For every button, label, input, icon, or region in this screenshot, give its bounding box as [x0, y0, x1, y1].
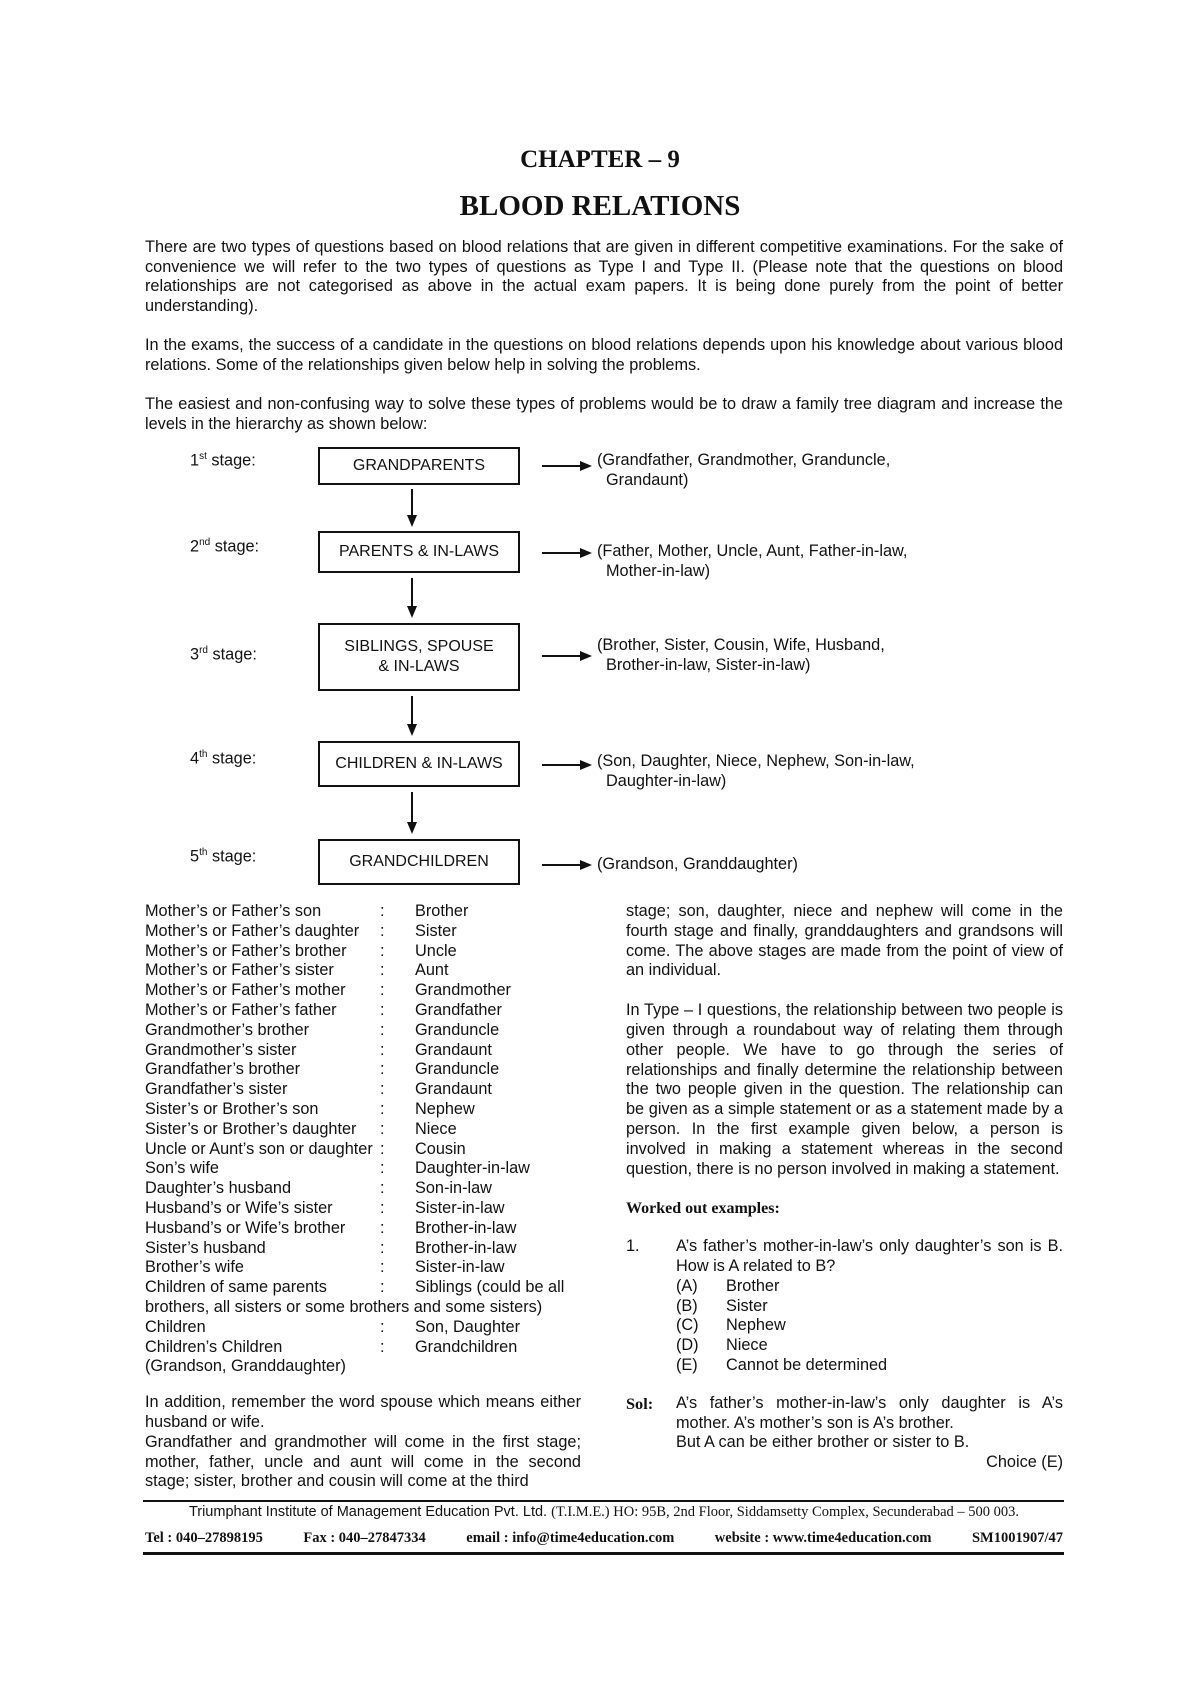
chapter-title: BLOOD RELATIONS	[459, 190, 741, 222]
down-arrow-icon	[402, 696, 422, 736]
stage-5-arrow-icon	[542, 858, 592, 872]
type1-paragraph: In Type – I questions, the relationship between two people is given through a roundabout way of relating them through other people. We have to go through the series of relationships and finally determine the relationship between the two people given in the question. The relationship can be given as a simple statement or as a statement made by a person. In the first example given below, a person is involved in making a statement whereas in the second question, there is no person involved in making a statement.	[626, 1001, 1063, 1178]
relation-term: Daughter’s husband	[145, 1179, 292, 1198]
relation-result: Sister	[415, 921, 457, 940]
relation-term: Sister’s husband	[145, 1238, 266, 1257]
relation-row	[145, 1318, 575, 1338]
relation-term: Children of same parents	[145, 1278, 327, 1297]
relation-term: Mother’s or Father’s daughter	[145, 921, 360, 940]
relation-term: Grandfather’s sister	[145, 1080, 288, 1099]
stage-5-box: GRANDCHILDREN	[318, 839, 520, 885]
relation-term: Sister’s or Brother’s son	[145, 1099, 319, 1118]
stage-2-label: 2nd stage:	[190, 537, 260, 556]
relation-separator: :	[380, 1317, 385, 1336]
relation-separator: :	[380, 1179, 385, 1198]
footer-top-rule	[143, 1500, 1064, 1502]
relation-term: Children	[145, 1317, 206, 1336]
relation-row	[145, 961, 575, 981]
relation-result: Siblings (could be all	[415, 1278, 565, 1297]
relation-row	[145, 1140, 575, 1160]
option-key: (A)	[676, 1276, 698, 1295]
relation-row	[145, 1199, 575, 1219]
relation-separator: :	[380, 1238, 385, 1257]
spouse-note: In addition, remember the word spouse which means either husband or wife.	[145, 1393, 581, 1431]
stage-1-label: 1st stage:	[190, 451, 256, 470]
footer-address: Triumphant Institute of Management Education Pvt. Ltd. (T.I.M.E.) HO: 95B, 2nd Floor, Siddamsetty Complex, Secunderabad – 500 003.	[188, 1504, 1020, 1520]
intro-paragraph-3: The easiest and non-confusing way to solve these types of problems would be to draw a family tree diagram and increase the levels in the hierarchy as shown below:	[145, 395, 1063, 433]
relation-result: Daughter-in-law	[415, 1159, 530, 1178]
relation-term: Grandfather’s brother	[145, 1060, 301, 1079]
relation-result: Brother-in-law	[415, 1218, 517, 1237]
relation-term: Mother’s or Father’s brother	[145, 941, 347, 960]
relation-term: Grandmother’s sister	[145, 1040, 297, 1059]
relation-term: Son’s wife	[145, 1159, 219, 1178]
relation-term: Husband’s or Wife’s brother	[145, 1218, 346, 1237]
relation-row	[145, 922, 575, 942]
relation-result: Grandmother	[415, 981, 511, 1000]
relation-separator: :	[380, 941, 385, 960]
relation-separator: :	[380, 1218, 385, 1237]
relation-row	[145, 1001, 575, 1021]
option-key: (B)	[676, 1296, 698, 1315]
relation-result: Cousin	[415, 1139, 466, 1158]
footer-website[interactable]: website : www.time4education.com	[714, 1530, 932, 1546]
relation-separator: :	[380, 1119, 385, 1138]
relation-separator: :	[380, 1258, 385, 1277]
relation-result: Grandfather	[415, 1000, 502, 1019]
relation-row	[145, 1080, 575, 1100]
relation-row	[145, 1159, 575, 1179]
relation-row	[145, 1239, 575, 1259]
solution-text: A’s father’s mother-in-law’s only daughter is A’s mother. A’s mother’s son is A’s brother.	[676, 1393, 1063, 1432]
stage-1-arrow-icon	[542, 459, 592, 473]
relation-term: Grandmother’s brother	[145, 1020, 310, 1039]
stages-note-continued: stage; son, daughter, niece and nephew will come in the fourth stage and finally, granddaughters and grandsons will come. The above stages are made from the point of view of an individual.	[626, 902, 1063, 980]
chapter-heading: CHAPTER – 9	[520, 146, 680, 173]
relation-result: Uncle	[415, 941, 457, 960]
relation-separator: :	[380, 961, 385, 980]
stage-4-description: (Son, Daughter, Niece, Nephew, Son-in-law, Daughter-in-law)	[597, 752, 915, 790]
relation-row	[145, 981, 575, 1001]
footer-email[interactable]: email : info@time4education.com	[466, 1530, 675, 1546]
option-text: Cannot be determined	[726, 1355, 888, 1374]
stage-4-box: CHILDREN & IN-LAWS	[318, 741, 520, 787]
relation-result: Grandaunt	[415, 1080, 492, 1099]
relation-row	[145, 1338, 575, 1358]
relation-row	[145, 1120, 575, 1140]
worked-examples-heading: Worked out examples:	[626, 1200, 780, 1218]
relation-row	[145, 1278, 575, 1298]
relation-term: Sister’s or Brother’s daughter	[145, 1119, 357, 1138]
relation-separator: :	[380, 1139, 385, 1158]
footer-code: SM1001907/47	[971, 1530, 1063, 1546]
relation-row	[145, 1060, 575, 1080]
relation-term: Mother’s or Father’s mother	[145, 981, 346, 1000]
footer-tel: Tel : 040–27898195	[145, 1530, 263, 1546]
option-text: Niece	[726, 1336, 768, 1355]
grandchildren-note: (Grandson, Granddaughter)	[145, 1357, 346, 1376]
option-item	[676, 1316, 1063, 1336]
stage-3-label: 3rd stage:	[190, 645, 257, 664]
relation-result: Aunt	[415, 961, 449, 980]
option-key: (E)	[676, 1355, 698, 1374]
relation-separator: :	[380, 1040, 385, 1059]
example-options	[676, 1277, 1063, 1376]
option-key: (C)	[676, 1316, 699, 1335]
relation-result: Brother	[415, 902, 469, 920]
relation-separator: :	[380, 921, 385, 940]
relation-result: Brother-in-law	[415, 1238, 517, 1257]
relation-result: Niece	[415, 1119, 457, 1138]
relation-term: Uncle or Aunt’s son or daughter	[145, 1139, 373, 1158]
relation-result: Granduncle	[415, 1020, 500, 1039]
relation-term: Children’s Children	[145, 1337, 283, 1356]
relation-row	[145, 1041, 575, 1061]
stage-2-box: PARENTS & IN-LAWS	[318, 531, 520, 573]
option-item	[676, 1277, 1063, 1297]
option-text: Sister	[726, 1296, 768, 1315]
solution	[626, 1394, 1063, 1473]
stage-3-box: SIBLINGS, SPOUSE & IN-LAWS	[318, 623, 520, 691]
example-1	[626, 1237, 1063, 1376]
relation-separator: :	[380, 1020, 385, 1039]
relation-separator: :	[380, 981, 385, 1000]
relation-row	[145, 1258, 575, 1278]
stage-3-arrow-icon	[542, 649, 592, 663]
relation-row	[145, 1179, 575, 1199]
left-column	[145, 902, 581, 1492]
relation-separator: :	[380, 1080, 385, 1099]
relations-table	[145, 902, 575, 1298]
relation-result: Grandaunt	[415, 1040, 492, 1059]
footer-fax: Fax : 040–27847334	[303, 1530, 426, 1546]
intro-paragraph-1: There are two types of questions based on blood relations that are given in different competitive examinations. For the sake of convenience we will refer to the two types of questions as Type I and Type II. (Please note that the questions on blood relationships are not categorised as above in the actual exam papers. It is being done purely from the point of better understanding).	[145, 238, 1063, 315]
stages-note: Grandfather and grandmother will come in the first stage; mother, father, uncle and aunt will come in the second stage; sister, brother and cousin will come at the third	[145, 1432, 581, 1491]
option-key: (D)	[676, 1336, 699, 1355]
option-item	[676, 1336, 1063, 1356]
relation-result: Granduncle	[415, 1060, 500, 1079]
option-text: Nephew	[726, 1316, 786, 1335]
relation-term: Mother’s or Father’s sister	[145, 961, 334, 980]
relation-separator: :	[380, 1099, 385, 1118]
relation-row	[145, 902, 575, 922]
relation-separator: :	[380, 902, 385, 920]
relation-result: Grandchildren	[415, 1337, 518, 1356]
relation-row	[145, 1021, 575, 1041]
intro-paragraph-2: In the exams, the success of a candidate in the questions on blood relations depends upon his knowledge about various blood relations. Some of the relationships given below help in solving the problems.	[145, 336, 1063, 374]
relation-result: Son-in-law	[415, 1179, 492, 1198]
stage-1-box: GRANDPARENTS	[318, 447, 520, 485]
relation-row	[145, 942, 575, 962]
down-arrow-icon	[402, 489, 422, 527]
relation-separator: :	[380, 1198, 385, 1217]
relation-result: Nephew	[415, 1099, 475, 1118]
solution-choice: Choice (E)	[986, 1453, 1063, 1472]
relation-separator: :	[380, 1278, 385, 1297]
stage-3-description: (Brother, Sister, Cousin, Wife, Husband, Brother-in-law, Sister-in-law)	[597, 636, 885, 674]
relation-term: Mother’s or Father’s father	[145, 1000, 337, 1019]
stage-4-label: 4th stage:	[190, 749, 257, 768]
relation-term: Husband’s or Wife’s sister	[145, 1198, 333, 1217]
relation-separator: :	[380, 1159, 385, 1178]
option-text: Brother	[726, 1276, 780, 1295]
relation-row	[145, 1100, 575, 1120]
stage-4-arrow-icon	[542, 758, 592, 772]
down-arrow-icon	[402, 578, 422, 618]
stage-2-description: (Father, Mother, Uncle, Aunt, Father-in-law, Mother-in-law)	[597, 542, 908, 580]
relation-separator: :	[380, 1337, 385, 1356]
stage-5-label: 5th stage:	[190, 847, 257, 866]
relation-result: Son, Daughter	[415, 1317, 520, 1336]
option-item	[676, 1297, 1063, 1317]
relation-result: Sister-in-law	[415, 1258, 505, 1277]
relation-row	[145, 1219, 575, 1239]
stage-2-arrow-icon	[542, 546, 592, 560]
relation-result: Sister-in-law	[415, 1198, 505, 1217]
siblings-continuation: brothers, all sisters or some brothers and some sisters)	[145, 1297, 543, 1316]
relation-separator: :	[380, 1060, 385, 1079]
footer-contacts	[145, 1530, 1063, 1547]
footer-bottom-rule	[143, 1552, 1064, 1555]
example-question: A’s father’s mother-in-law’s only daughter’s son is B. How is A related to B?	[676, 1237, 1063, 1275]
example-number: 1.	[626, 1237, 640, 1256]
relation-separator: :	[380, 1000, 385, 1019]
stage-1-description: (Grandfather, Grandmother, Granduncle, Grandaunt)	[597, 451, 891, 489]
relation-term: Mother’s or Father’s son	[145, 902, 322, 920]
relation-term: Brother’s wife	[145, 1258, 244, 1277]
right-column	[626, 902, 1063, 1473]
stage-5-description: (Grandson, Granddaughter)	[597, 855, 798, 873]
relations-table-2	[145, 1318, 575, 1358]
solution-text-2: But A can be either brother or sister to B.	[676, 1433, 970, 1452]
option-item	[676, 1356, 1063, 1376]
down-arrow-icon	[402, 792, 422, 834]
solution-label: Sol:	[626, 1393, 654, 1413]
